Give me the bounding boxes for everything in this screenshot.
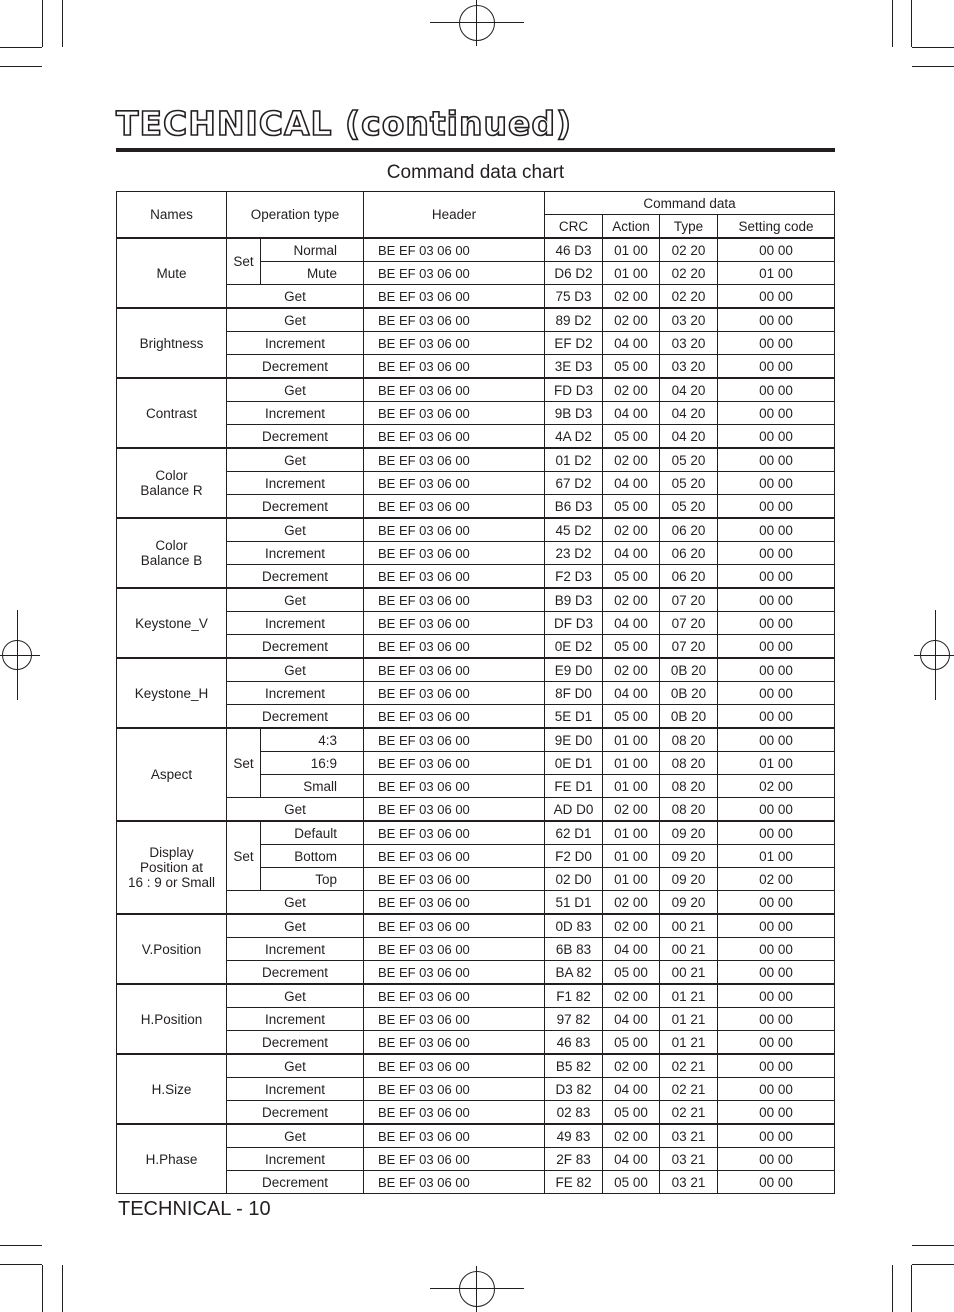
operation-type: Get — [227, 378, 364, 402]
header-value: BE EF 03 06 00 — [364, 1008, 545, 1031]
setting-code-value: 00 00 — [718, 1008, 835, 1031]
type-value: 01 21 — [660, 1008, 718, 1031]
type-value: 06 20 — [660, 542, 718, 565]
setting-code-value: 02 00 — [718, 775, 835, 798]
setting-code-value: 00 00 — [718, 332, 835, 355]
header-value: BE EF 03 06 00 — [364, 518, 545, 542]
table-row — [117, 914, 835, 938]
col-type: Type — [660, 215, 718, 239]
operation-type: Decrement — [227, 1031, 364, 1055]
type-value: 05 20 — [660, 495, 718, 519]
setting-code-value: 00 00 — [718, 1148, 835, 1171]
setting-code-value: 00 00 — [718, 705, 835, 729]
header-value: BE EF 03 06 00 — [364, 308, 545, 332]
type-value: 09 20 — [660, 821, 718, 845]
type-value: 02 21 — [660, 1101, 718, 1125]
crc-value: 0D 83 — [545, 914, 603, 938]
type-value: 02 21 — [660, 1054, 718, 1078]
operation-type: Decrement — [227, 1101, 364, 1125]
set-label: Set — [227, 821, 261, 891]
operation-type: 16:9 — [261, 752, 364, 775]
table-row — [117, 238, 835, 262]
action-value: 05 00 — [603, 705, 660, 729]
setting-code-value: 00 00 — [718, 285, 835, 309]
setting-code-value: 00 00 — [718, 1124, 835, 1148]
setting-code-value: 00 00 — [718, 565, 835, 589]
operation-type: Get — [227, 588, 364, 612]
action-value: 02 00 — [603, 798, 660, 822]
crc-value: 51 D1 — [545, 891, 603, 915]
header-value: BE EF 03 06 00 — [364, 1171, 545, 1194]
row-name: Brightness — [117, 308, 227, 378]
row-name: Mute — [117, 238, 227, 308]
action-value: 02 00 — [603, 588, 660, 612]
crc-value: B5 82 — [545, 1054, 603, 1078]
type-value: 07 20 — [660, 612, 718, 635]
type-value: 00 21 — [660, 914, 718, 938]
crc-value: AD D0 — [545, 798, 603, 822]
type-value: 08 20 — [660, 728, 718, 752]
table-row — [117, 984, 835, 1008]
action-value: 04 00 — [603, 1008, 660, 1031]
type-value: 07 20 — [660, 635, 718, 659]
operation-type: Default — [261, 821, 364, 845]
setting-code-value: 00 00 — [718, 612, 835, 635]
type-value: 06 20 — [660, 565, 718, 589]
crc-value: 46 83 — [545, 1031, 603, 1055]
crc-value: D6 D2 — [545, 262, 603, 285]
crc-value: FD D3 — [545, 378, 603, 402]
crc-value: 0E D2 — [545, 635, 603, 659]
setting-code-value: 00 00 — [718, 472, 835, 495]
page-title: TECHNICAL (continued) — [116, 104, 573, 143]
header-value: BE EF 03 06 00 — [364, 682, 545, 705]
setting-code-value: 00 00 — [718, 961, 835, 985]
row-name: H.Position — [117, 984, 227, 1054]
action-value: 05 00 — [603, 1101, 660, 1125]
header-value: BE EF 03 06 00 — [364, 658, 545, 682]
type-value: 03 20 — [660, 308, 718, 332]
operation-type: Bottom — [261, 845, 364, 868]
operation-type: Get — [227, 798, 364, 822]
crc-value: FE 82 — [545, 1171, 603, 1194]
col-names: Names — [117, 192, 227, 239]
table-row — [117, 588, 835, 612]
header-value: BE EF 03 06 00 — [364, 752, 545, 775]
setting-code-value: 00 00 — [718, 1101, 835, 1125]
type-value: 00 21 — [660, 938, 718, 961]
action-value: 05 00 — [603, 355, 660, 379]
operation-type: Increment — [227, 332, 364, 355]
chart-title: Command data chart — [386, 162, 565, 183]
setting-code-value: 00 00 — [718, 238, 835, 262]
action-value: 05 00 — [603, 565, 660, 589]
action-value: 01 00 — [603, 775, 660, 798]
crc-value: 2F 83 — [545, 1148, 603, 1171]
type-value: 05 20 — [660, 472, 718, 495]
setting-code-value: 00 00 — [718, 984, 835, 1008]
operation-type: Get — [227, 518, 364, 542]
setting-code-value: 00 00 — [718, 914, 835, 938]
setting-code-value: 00 00 — [718, 1031, 835, 1055]
setting-code-value: 00 00 — [718, 728, 835, 752]
type-value: 05 20 — [660, 448, 718, 472]
table-row — [117, 308, 835, 332]
action-value: 04 00 — [603, 612, 660, 635]
header-value: BE EF 03 06 00 — [364, 635, 545, 659]
action-value: 05 00 — [603, 495, 660, 519]
set-label: Set — [227, 728, 261, 798]
action-value: 05 00 — [603, 635, 660, 659]
action-value: 01 00 — [603, 728, 660, 752]
type-value: 01 21 — [660, 1031, 718, 1055]
operation-type: Increment — [227, 402, 364, 425]
operation-type: Mute — [261, 262, 364, 285]
action-value: 01 00 — [603, 262, 660, 285]
type-value: 02 20 — [660, 238, 718, 262]
action-value: 02 00 — [603, 891, 660, 915]
setting-code-value: 00 00 — [718, 588, 835, 612]
crc-value: D3 82 — [545, 1078, 603, 1101]
header-value: BE EF 03 06 00 — [364, 728, 545, 752]
header-value: BE EF 03 06 00 — [364, 495, 545, 519]
action-value: 01 00 — [603, 868, 660, 891]
header-value: BE EF 03 06 00 — [364, 1124, 545, 1148]
header-value: BE EF 03 06 00 — [364, 542, 545, 565]
header-value: BE EF 03 06 00 — [364, 984, 545, 1008]
table-row — [117, 821, 835, 845]
row-name: Contrast — [117, 378, 227, 448]
action-value: 05 00 — [603, 961, 660, 985]
crc-value: 01 D2 — [545, 448, 603, 472]
type-value: 08 20 — [660, 798, 718, 822]
header-value: BE EF 03 06 00 — [364, 1101, 545, 1125]
type-value: 01 21 — [660, 984, 718, 1008]
row-name: Keystone_H — [117, 658, 227, 728]
type-value: 00 21 — [660, 961, 718, 985]
type-value: 04 20 — [660, 425, 718, 449]
action-value: 02 00 — [603, 1124, 660, 1148]
page-footer: TECHNICAL - 10 — [118, 1198, 271, 1220]
action-value: 02 00 — [603, 448, 660, 472]
crc-value: 8F D0 — [545, 682, 603, 705]
operation-type: Small — [261, 775, 364, 798]
setting-code-value: 00 00 — [718, 938, 835, 961]
header-value: BE EF 03 06 00 — [364, 845, 545, 868]
setting-code-value: 00 00 — [718, 402, 835, 425]
crc-value: 9B D3 — [545, 402, 603, 425]
operation-type: Increment — [227, 682, 364, 705]
operation-type: Decrement — [227, 705, 364, 729]
action-value: 05 00 — [603, 425, 660, 449]
header-value: BE EF 03 06 00 — [364, 565, 545, 589]
col-header: Header — [364, 192, 545, 239]
type-value: 09 20 — [660, 868, 718, 891]
operation-type: Increment — [227, 472, 364, 495]
setting-code-value: 00 00 — [718, 821, 835, 845]
crc-value: 4A D2 — [545, 425, 603, 449]
type-value: 03 21 — [660, 1124, 718, 1148]
table-row — [117, 728, 835, 752]
row-name: Color Balance R — [117, 448, 227, 518]
col-setting-code: Setting code — [718, 215, 835, 239]
operation-type: Get — [227, 984, 364, 1008]
col-operation-type: Operation type — [227, 192, 364, 239]
crc-value: 02 D0 — [545, 868, 603, 891]
action-value: 01 00 — [603, 752, 660, 775]
setting-code-value: 00 00 — [718, 1078, 835, 1101]
header-value: BE EF 03 06 00 — [364, 775, 545, 798]
type-value: 03 21 — [660, 1148, 718, 1171]
action-value: 04 00 — [603, 682, 660, 705]
crc-value: F2 D0 — [545, 845, 603, 868]
crc-value: 89 D2 — [545, 308, 603, 332]
crc-value: 0E D1 — [545, 752, 603, 775]
crc-value: 46 D3 — [545, 238, 603, 262]
crc-value: F1 82 — [545, 984, 603, 1008]
crc-value: F2 D3 — [545, 565, 603, 589]
operation-type: Decrement — [227, 1171, 364, 1194]
row-name: Keystone_V — [117, 588, 227, 658]
action-value: 02 00 — [603, 378, 660, 402]
type-value: 09 20 — [660, 891, 718, 915]
operation-type: Decrement — [227, 565, 364, 589]
type-value: 02 21 — [660, 1078, 718, 1101]
row-name: Aspect — [117, 728, 227, 821]
header-value: BE EF 03 06 00 — [364, 285, 545, 309]
crc-value: 62 D1 — [545, 821, 603, 845]
crc-value: 49 83 — [545, 1124, 603, 1148]
header-value: BE EF 03 06 00 — [364, 238, 545, 262]
header-value: BE EF 03 06 00 — [364, 868, 545, 891]
header-value: BE EF 03 06 00 — [364, 425, 545, 449]
row-name: Color Balance B — [117, 518, 227, 588]
setting-code-value: 01 00 — [718, 262, 835, 285]
row-name: Display Position at 16 : 9 or Small — [117, 821, 227, 914]
crc-value: 67 D2 — [545, 472, 603, 495]
command-data-table — [116, 191, 835, 1194]
operation-type: Increment — [227, 938, 364, 961]
header-value: BE EF 03 06 00 — [364, 262, 545, 285]
setting-code-value: 00 00 — [718, 308, 835, 332]
header-value: BE EF 03 06 00 — [364, 1031, 545, 1055]
operation-type: Decrement — [227, 495, 364, 519]
type-value: 04 20 — [660, 378, 718, 402]
crc-value: EF D2 — [545, 332, 603, 355]
action-value: 04 00 — [603, 402, 660, 425]
type-value: 0B 20 — [660, 658, 718, 682]
header-value: BE EF 03 06 00 — [364, 891, 545, 915]
crc-value: 23 D2 — [545, 542, 603, 565]
crc-value: 02 83 — [545, 1101, 603, 1125]
type-value: 03 20 — [660, 355, 718, 379]
header-value: BE EF 03 06 00 — [364, 332, 545, 355]
type-value: 02 20 — [660, 285, 718, 309]
header-value: BE EF 03 06 00 — [364, 402, 545, 425]
type-value: 07 20 — [660, 588, 718, 612]
action-value: 04 00 — [603, 1148, 660, 1171]
crc-value: B6 D3 — [545, 495, 603, 519]
operation-type: Increment — [227, 542, 364, 565]
action-value: 02 00 — [603, 308, 660, 332]
operation-type: Normal — [261, 238, 364, 262]
setting-code-value: 00 00 — [718, 542, 835, 565]
setting-code-value: 00 00 — [718, 658, 835, 682]
operation-type: Increment — [227, 1008, 364, 1031]
crc-value: 5E D1 — [545, 705, 603, 729]
action-value: 02 00 — [603, 914, 660, 938]
action-value: 02 00 — [603, 984, 660, 1008]
type-value: 04 20 — [660, 402, 718, 425]
operation-type: Increment — [227, 1148, 364, 1171]
header-value: BE EF 03 06 00 — [364, 705, 545, 729]
action-value: 01 00 — [603, 845, 660, 868]
action-value: 02 00 — [603, 658, 660, 682]
operation-type: Increment — [227, 612, 364, 635]
header-value: BE EF 03 06 00 — [364, 798, 545, 822]
action-value: 02 00 — [603, 285, 660, 309]
setting-code-value: 00 00 — [718, 518, 835, 542]
type-value: 0B 20 — [660, 682, 718, 705]
crc-value: BA 82 — [545, 961, 603, 985]
operation-type: Decrement — [227, 425, 364, 449]
setting-code-value: 00 00 — [718, 798, 835, 822]
header-value: BE EF 03 06 00 — [364, 378, 545, 402]
table-row — [117, 1054, 835, 1078]
type-value: 03 21 — [660, 1171, 718, 1194]
action-value: 01 00 — [603, 238, 660, 262]
crc-value: FE D1 — [545, 775, 603, 798]
col-crc: CRC — [545, 215, 603, 239]
col-command-data: Command data — [545, 192, 835, 215]
crc-value: 45 D2 — [545, 518, 603, 542]
action-value: 04 00 — [603, 332, 660, 355]
type-value: 06 20 — [660, 518, 718, 542]
title-rule — [116, 148, 835, 152]
operation-type: 4:3 — [261, 728, 364, 752]
header-value: BE EF 03 06 00 — [364, 914, 545, 938]
table-row — [117, 378, 835, 402]
operation-type: Get — [227, 658, 364, 682]
header-value: BE EF 03 06 00 — [364, 961, 545, 985]
crc-value: DF D3 — [545, 612, 603, 635]
row-name: H.Phase — [117, 1124, 227, 1194]
action-value: 04 00 — [603, 472, 660, 495]
crc-value: 6B 83 — [545, 938, 603, 961]
setting-code-value: 00 00 — [718, 1171, 835, 1194]
crc-value: 75 D3 — [545, 285, 603, 309]
operation-type: Get — [227, 285, 364, 309]
setting-code-value: 02 00 — [718, 868, 835, 891]
header-value: BE EF 03 06 00 — [364, 1078, 545, 1101]
action-value: 04 00 — [603, 938, 660, 961]
header-value: BE EF 03 06 00 — [364, 821, 545, 845]
action-value: 01 00 — [603, 821, 660, 845]
row-name: H.Size — [117, 1054, 227, 1124]
crc-value: B9 D3 — [545, 588, 603, 612]
header-value: BE EF 03 06 00 — [364, 1148, 545, 1171]
header-value: BE EF 03 06 00 — [364, 612, 545, 635]
table-row — [117, 518, 835, 542]
operation-type: Decrement — [227, 355, 364, 379]
type-value: 09 20 — [660, 845, 718, 868]
operation-type: Decrement — [227, 635, 364, 659]
operation-type: Get — [227, 448, 364, 472]
operation-type: Get — [227, 891, 364, 915]
action-value: 05 00 — [603, 1031, 660, 1055]
operation-type: Get — [227, 914, 364, 938]
type-value: 0B 20 — [660, 705, 718, 729]
setting-code-value: 01 00 — [718, 845, 835, 868]
action-value: 04 00 — [603, 542, 660, 565]
header-value: BE EF 03 06 00 — [364, 448, 545, 472]
action-value: 02 00 — [603, 518, 660, 542]
operation-type: Get — [227, 1054, 364, 1078]
operation-type: Get — [227, 308, 364, 332]
type-value: 08 20 — [660, 775, 718, 798]
type-value: 03 20 — [660, 332, 718, 355]
table-row — [117, 658, 835, 682]
setting-code-value: 00 00 — [718, 378, 835, 402]
table-row — [117, 448, 835, 472]
setting-code-value: 00 00 — [718, 635, 835, 659]
set-label: Set — [227, 238, 261, 285]
setting-code-value: 00 00 — [718, 495, 835, 519]
setting-code-value: 00 00 — [718, 448, 835, 472]
row-name: V.Position — [117, 914, 227, 984]
operation-type: Get — [227, 1124, 364, 1148]
crc-value: E9 D0 — [545, 658, 603, 682]
setting-code-value: 00 00 — [718, 682, 835, 705]
table-body — [117, 238, 835, 1194]
setting-code-value: 00 00 — [718, 1054, 835, 1078]
setting-code-value: 01 00 — [718, 752, 835, 775]
crc-value: 3E D3 — [545, 355, 603, 379]
header-value: BE EF 03 06 00 — [364, 472, 545, 495]
crc-value: 97 82 — [545, 1008, 603, 1031]
header-value: BE EF 03 06 00 — [364, 355, 545, 379]
header-value: BE EF 03 06 00 — [364, 938, 545, 961]
header-value: BE EF 03 06 00 — [364, 1054, 545, 1078]
header-value: BE EF 03 06 00 — [364, 588, 545, 612]
action-value: 05 00 — [603, 1171, 660, 1194]
col-action: Action — [603, 215, 660, 239]
crc-value: 9E D0 — [545, 728, 603, 752]
type-value: 08 20 — [660, 752, 718, 775]
setting-code-value: 00 00 — [718, 425, 835, 449]
type-value: 02 20 — [660, 262, 718, 285]
table-row — [117, 1124, 835, 1148]
setting-code-value: 00 00 — [718, 891, 835, 915]
operation-type: Increment — [227, 1078, 364, 1101]
setting-code-value: 00 00 — [718, 355, 835, 379]
action-value: 02 00 — [603, 1054, 660, 1078]
operation-type: Decrement — [227, 961, 364, 985]
operation-type: Top — [261, 868, 364, 891]
action-value: 04 00 — [603, 1078, 660, 1101]
